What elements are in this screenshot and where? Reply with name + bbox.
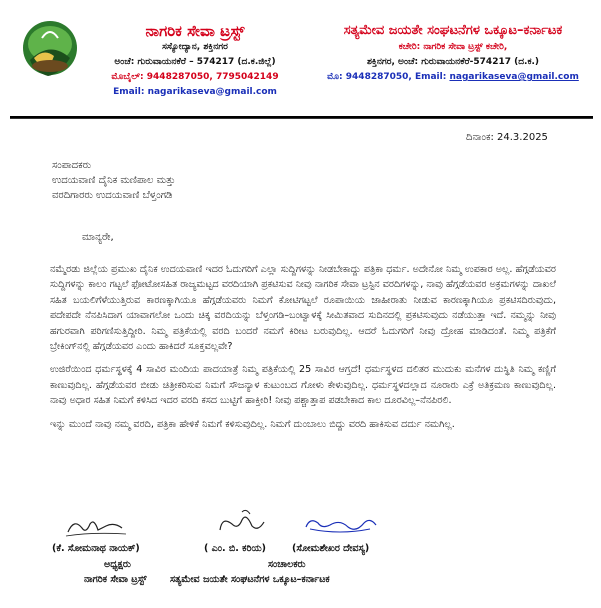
salutation: ಮಾನ್ಯರೇ, — [82, 232, 114, 243]
signatory-3-name: (ಸೋಮಶೇಖರ ದೇವಸ್ಯ) — [292, 543, 370, 554]
trust-phone: ಮೊಬೈಲ್: 9448287050, 7795042149 — [111, 72, 279, 82]
federation-address-line: ಶಕ್ತಿನಗರ, ಅಂಚೆ: ಗುರುವಾಯನಕೆರೆ-574217 (ದ.ಕ.) — [366, 57, 540, 67]
federation-phone: ಮೊ: 9448287050, — [327, 72, 412, 82]
recipient-address — [52, 158, 175, 203]
signatory-1-name: (ಕೆ. ಸೋಮನಾಥ ನಾಯಕ್) — [52, 543, 140, 554]
signature-2-icon — [212, 508, 272, 540]
body-paragraph: ನಮ್ಮೆರಡು ಜಿಲ್ಲೆಯ ಪ್ರಮುಖ ದೈನಿಕ ಉದಯವಾಣಿ ಇದರ ಓದುಗರಿಗೆ ಎಲ್ಲಾ ಸುದ್ದಿಗಳನ್ನು ನೀಡಬೇಕಾದ್ದು ಪತ್ರಿಕಾ ಧರ್ಮ. ಅದೇನೋ ನಿಮ್ಮ ಉಪಕಾರ ಅಲ್ಲ. ಹೆಗ್ಗಡೆಯವರ ಸುದ್ದಿಗಳನ್ನು ಕಾಲಂ ಗಟ್ಟಲೆ ಫೋಟೋಸಹಿತ ರಾಜ್ಯಮಟ್ಟದ ವರದಿಯಾಗಿ ಪ್ರಕಟಿಸುವ ನೀವು ನಾಗರಿಕ ಸೇವಾ ಟ್ರಸ್ಟಿನ ವರದಿಗಳನ್ನು, ನಾವು ಹೆಗ್ಗಡೆಯವರ ಅಕ್ರಮಗಳನ್ನು ದಾಖಲೆ ಸಹಿತ ಬಯಲಿಗೆಳೆಯುತ್ತಿರುವ ಕಾರಣಕ್ಕಾಗಿಯೂ ಹೆಗ್ಗಡೆಯವರು ನಿಮಗೆ ಕೋಟಿಗಟ್ಟಲೆ ರೂಪಾಯಿಯ ಜಾಹೀರಾತು ನೀಡುವ ಕಾರಣಕ್ಕಾಗಿಯೂ ಪ್ರಕಟಿಸದಿರುವುದು, ಪದೇಪದೇ ನೆನಪಿಸಿದಾಗ ಯಾವಾಗಲೋ ಒಂದು ಚಿಕ್ಕ ವರದಿಯನ್ನು ಬೆಳ್ತಂಗಡಿ–ಬಂಟ್ವಾಳಕ್ಕೆ ಸೀಮಿತವಾದ ಸುದಿನದಲ್ಲಿ ಪ್ರಕಟಿಸುವುದು ನಡೆಯುತ್ತಾ ಇದೆ. ನಮ್ಮನ್ನು ನೀವು ಹಗುರವಾಗಿ ಪರಿಗಣಿಸುತ್ತಿದ್ದೀರಿ. ನಿಮ್ಮ ಪತ್ರಿಕೆಯಲ್ಲಿ ವರದಿ ಬಂದರೆ ನಮಗೆ ಕಿರೀಟ ಬರುವುದಿಲ್ಲ. ಆದರೆ ಓದುಗರಿಗೆ ನೀವು ದ್ರೋಹ ಮಾಡಿದಂತೆ. ನಿಮ್ಮ ಪತ್ರಿಕೆಗೆ ಬ್ರೇಕಿಂಗ್‌ನಲ್ಲಿ ಹೆಗ್ಗಡೆಯವರ ಎಂದು ಹಾಕಿದರೆ ಸೂಕ್ತವಲ್ಲವೇ? — [50, 264, 556, 353]
recipient-line: ಸಂಪಾದಕರು — [52, 160, 92, 171]
federation-email-label: Email: — [411, 72, 450, 82]
body-paragraph: ಇನ್ನು ಮುಂದೆ ನಾವು ನಮ್ಮ ವರದಿ, ಪತ್ರಿಕಾ ಹೇಳಿಕೆ ನಿಮಗೆ ಕಳಿಸುವುದಿಲ್ಲ. ನಿಮಗೆ ದುಂಬಾಲು ಬಿದ್ದು ವರದಿ ಹಾಕಿಸುವ ದರ್ದು ನಮಗಿಲ್ಲ. — [50, 418, 455, 430]
trust-email-link[interactable]: nagarikaseva@gmail.com — [147, 87, 277, 97]
letter-date: ದಿನಾಂಕ: 24.3.2025 — [466, 132, 548, 143]
letterhead-left — [70, 22, 320, 100]
federation-email-link[interactable]: nagarikaseva@gmail.com — [449, 72, 579, 82]
signature-1-icon — [62, 514, 132, 540]
signatory-2-org: ಸತ್ಯಮೇವ ಜಯತೇ ಸಂಘಟನೆಗಳ ಒಕ್ಕೂಟ–ಕರ್ನಾಟಕ — [170, 574, 330, 585]
signatory-1-org: ನಾಗರಿಕ ಸೇವಾ ಟ್ರಸ್ಟ್ — [84, 574, 147, 585]
recipient-line: ವರದಿಗಾರರು ಉದಯವಾಣಿ ಬೆಳ್ತಂಗಡಿ — [52, 190, 173, 201]
trust-name: ನಾಗರಿಕ ಸೇವಾ ಟ್ರಸ್ಟ್ — [145, 22, 245, 40]
recipient-line: ಉದಯವಾಣಿ ದೈನಿಕ ಮಣಿಪಾಲ ಮತ್ತು — [52, 175, 176, 186]
body-paragraph: ಉಜಿರೆಯಿಂದ ಧರ್ಮಸ್ಥಳಕ್ಕೆ 4 ಸಾವಿರ ಮಂದಿಯ ಪಾದಯಾತ್ರೆ ನಿಮ್ಮ ಪತ್ರಿಕೆಯಲ್ಲಿ 25 ಸಾವಿರ ಆಗ್ತದೆ! ಧರ್ಮಸ್ಥಳದ ದಲಿತರ ಮುದುಕು ಮನೆಗಳ ದುಸ್ಥಿತಿ ನಿಮ್ಮ ಕಣ್ಣಿಗೆ ಕಾಣುವುದಿಲ್ಲ. ಹೆಗ್ಗಡೆಯವರ ಬೀಡು ಚಿತ್ರೀಕರಿಸುವ ನಿಮಗೆ ಸೌಜನ್ಯಾಳ ಕುಟುಂಬದ ಗೋಳು ಕೇಳುವುದಿಲ್ಲ. ಧರ್ಮಸ್ಥಳದಲ್ಲಾದ ನೂರಾರು ಎಕ್ರೆ ಅತಿಕ್ರಮಣ ಕಾಣುವುದಿಲ್ಲ. ನಾವು ಅಧಾರ ಸಹಿತ ನಿಮಗೆ ಕಳಿಸಿದ ಇದರ ವರದಿ ಕಸದ ಬುಟ್ಟಿಗೆ ಹಾಕ್ತೀರಿ! ನೀವು ಪಶ್ಚಾತ್ತಾಪ ಪಡಬೇಕಾದ ಕಾಲ ದೂರವಿಲ್ಲ–ನೆನಪಿರಲಿ. — [50, 364, 556, 407]
trust-email-label: Email: — [113, 87, 148, 97]
trust-address-line1: ಸಸ್ಯೋದ್ಯಾನ, ಶಕ್ತಿನಗರ — [162, 42, 228, 52]
signatory-1-role: ಅಧ್ಯಕ್ಷರು — [104, 559, 131, 570]
signatory-2-name: ( ಎಂ. ಬಿ. ಕರಿಯ) — [204, 543, 266, 554]
letter-body — [50, 262, 556, 440]
header-divider-thin — [10, 118, 593, 119]
trust-email-line — [70, 85, 320, 100]
letterhead-right — [308, 22, 598, 85]
trust-address-line2: ಅಂಚೆ: ಗುರುವಾಯನಕೆರೆ – 574217 (ದ.ಕ.ಜಿಲ್ಲೆ) — [114, 57, 276, 67]
signature-3-icon — [300, 513, 380, 539]
federation-name: ಸತ್ಯಮೇವ ಜಯತೇ ಸಂಘಟನೆಗಳ ಒಕ್ಕೂಟ–ಕರ್ನಾಟಕ — [343, 23, 563, 38]
federation-contact-line — [308, 70, 598, 85]
federation-office-line: ಕಚೇರಿ: ನಾಗರಿಕ ಸೇವಾ ಟ್ರಸ್ಟ್ ಕಚೇರಿ, — [398, 42, 508, 52]
signatory-2-role: ಸಂಚಾಲಕರು — [268, 559, 306, 570]
